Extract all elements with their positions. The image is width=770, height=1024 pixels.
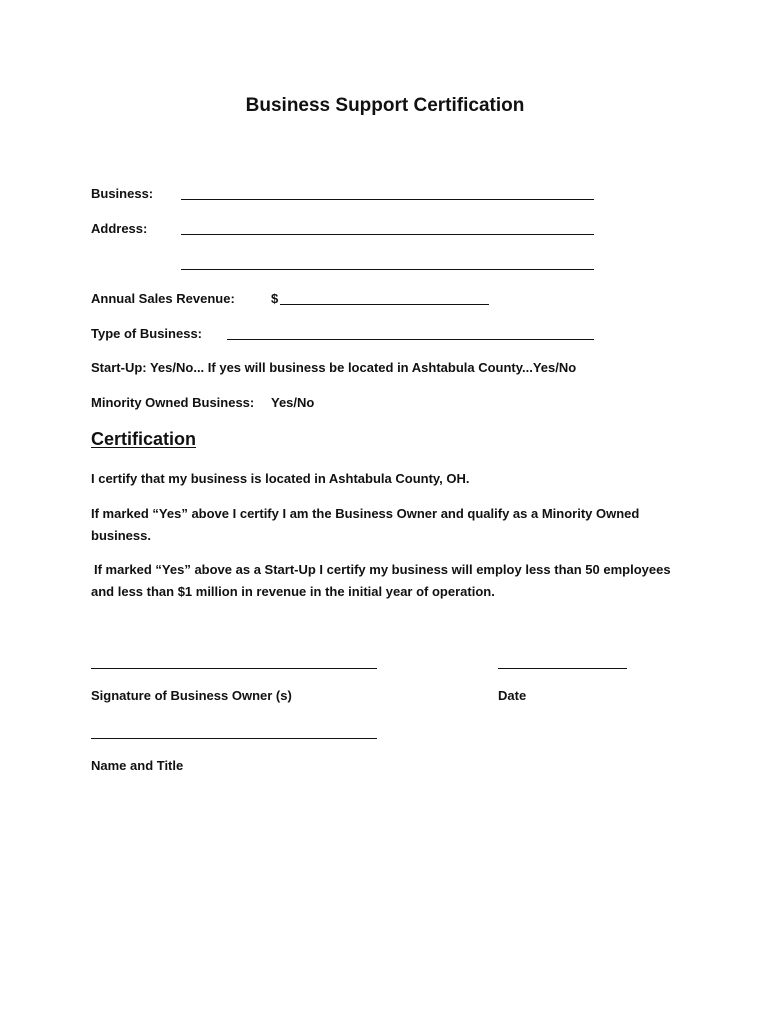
address-label: Address: — [91, 221, 148, 236]
name-title-label: Name and Title — [91, 758, 184, 773]
signature-label: Signature of Business Owner (s) — [91, 688, 292, 703]
signature-line[interactable] — [91, 668, 377, 669]
minority-owned-label: Minority Owned Business: — [91, 395, 255, 410]
certification-statement-startup: If marked “Yes” above as a Start-Up I certify my business will employ less than 50 employees and less than $1 million in revenue in the initial year of operation. — [91, 562, 671, 599]
revenue-field[interactable] — [280, 304, 489, 305]
address-field-line-2[interactable] — [181, 269, 594, 270]
business-type-label: Type of Business: — [91, 326, 203, 341]
certification-heading: Certification — [91, 429, 197, 449]
business-type-field[interactable] — [227, 339, 594, 340]
date-label: Date — [498, 688, 527, 703]
business-label: Business: — [91, 186, 154, 201]
page-title: Business Support Certification — [245, 95, 525, 116]
address-field-line-1[interactable] — [181, 234, 594, 235]
minority-owned-options: Yes/No — [271, 395, 315, 410]
revenue-dollar-sign: $ — [271, 291, 279, 306]
date-line[interactable] — [498, 668, 627, 669]
certification-statement-location: I certify that my business is located in Ashtabula County, OH. — [91, 471, 470, 486]
certification-statement-minority: If marked “Yes” above I certify I am the Business Owner and qualify as a Minority Owned business. — [91, 506, 640, 543]
name-title-line[interactable] — [91, 738, 377, 739]
startup-question: Start-Up: Yes/No... If yes will business be located in Ashtabula County...Yes/No — [91, 360, 577, 375]
revenue-label: Annual Sales Revenue: — [91, 291, 235, 306]
business-field[interactable] — [181, 199, 594, 200]
